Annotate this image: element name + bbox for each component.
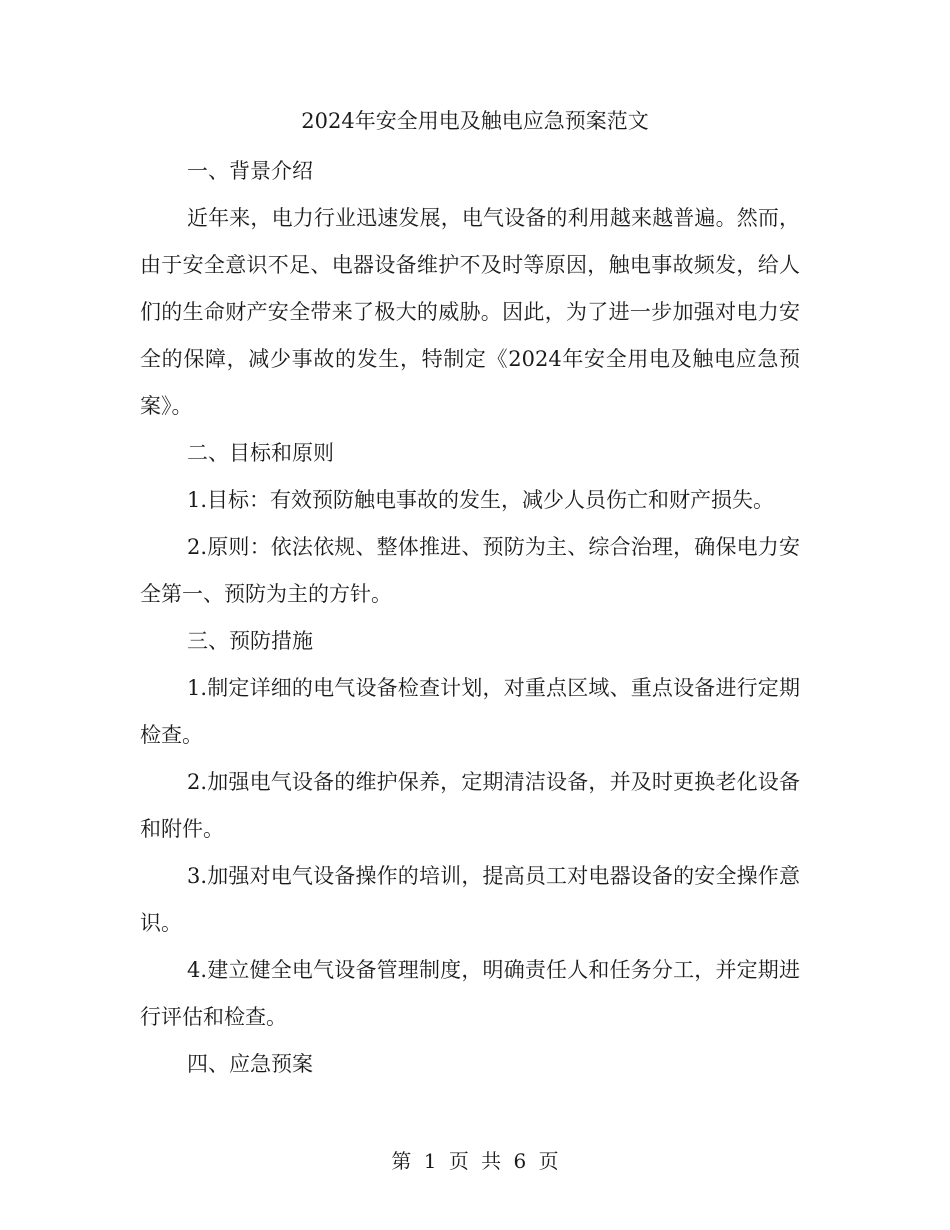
section-heading-emergency: 四、应急预案 xyxy=(187,1052,313,1076)
paragraph-principle: 2.原则：依法依规、整体推进、预防为主、综合治理，确保电力安全第一、预防为主的方针。 xyxy=(140,535,800,606)
paragraph-prevention-1: 1.制定详细的电气设备检查计划，对重点区域、重点设备进行定期检查。 xyxy=(140,676,800,747)
section-heading-goals: 二、目标和原则 xyxy=(187,441,334,465)
section-heading-prevention: 三、预防措施 xyxy=(187,629,313,653)
section-heading-background: 一、背景介绍 xyxy=(187,159,313,183)
paragraph-goal: 1.目标：有效预防触电事故的发生，减少人员伤亡和财产损失。 xyxy=(187,488,775,512)
document-title: 2024年安全用电及触电应急预案范文 xyxy=(301,109,649,133)
page-footer: 第 1 页 共 6 页 xyxy=(391,1149,559,1173)
paragraph-background: 近年来，电力行业迅速发展，电气设备的利用越来越普遍。然而，由于安全意识不足、电器设备维护不及时等原因，触电事故频发，给人们的生命财产安全带来了极大的威胁。因此，为了进一步加强对电力安全的保障，减少事故的发生，特制定《2024年安全用电及触电应急预案》。 xyxy=(140,206,800,418)
document-body xyxy=(140,148,800,1088)
paragraph-prevention-2: 2.加强电气设备的维护保养，定期清洁设备，并及时更换老化设备和附件。 xyxy=(140,770,800,841)
paragraph-prevention-4: 4.建立健全电气设备管理制度，明确责任人和任务分工，并定期进行评估和检查。 xyxy=(140,958,800,1029)
paragraph-prevention-3: 3.加强对电气设备操作的培训，提高员工对电器设备的安全操作意识。 xyxy=(140,864,800,935)
